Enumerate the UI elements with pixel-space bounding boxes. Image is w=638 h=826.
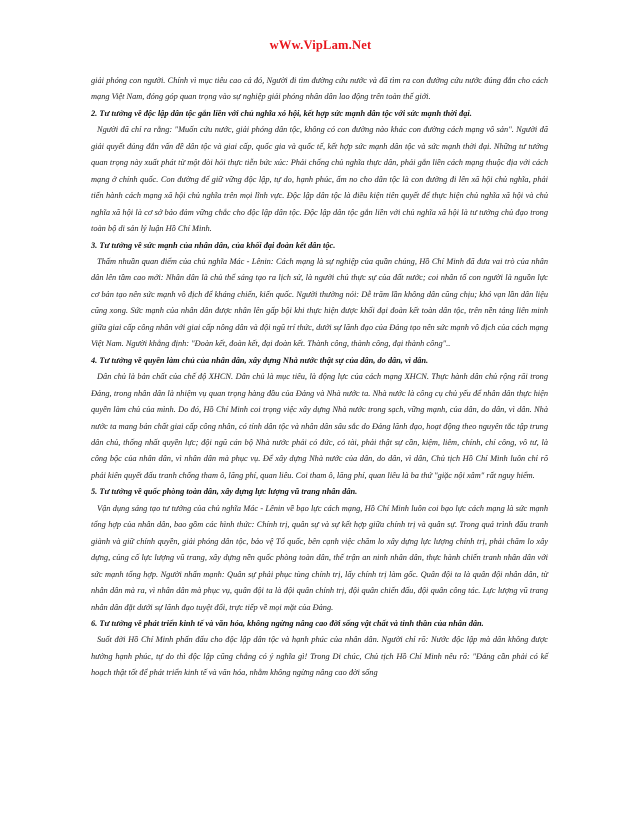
document-body [91,73,548,682]
section-heading: 4. Tư tưởng về quyền làm chủ của nhân dân, xây dựng Nhà nước thật sự của dân, do dân, vì dân. [91,355,429,365]
paragraph: Thấm nhuần quan điểm của chủ nghĩa Mác - Lênin: Cách mạng là sự nghiệp của quần chúng, Hồ Chí Minh đã đưa vai trò của nhân dân lên tầm cao mới: Nhân dân là chủ thể sáng tạo ra lịch sử, là người chủ thực sự của đất nước; coi nhân tố con người là nguồn lực cơ bản tạo nên sức mạnh vô địch để kháng chiến, kiến quốc. Người thường nói: Dễ trăm lần không dân cũng chịu; khó vạn lần dân liệu cũng xong. Sức mạnh của nhân dân được nhân lên gấp bội khi thực hiện được khối đại đoàn kết toàn dân tộc, trên nền tảng liên minh giữa giai cấp công nhân với giai cấp nông dân và đội ngũ trí thức, dưới sự lãnh đạo của Đảng tạo nên sức mạnh vô địch của cách mạng Việt Nam. Người khẳng định: "Đoàn kết, đoàn kết, đại đoàn kết. Thành công, thành công, đại thành công".. [91,256,548,349]
paragraph: Dân chủ là bản chất của chế độ XHCN. Dân chủ là mục tiêu, là động lực của cách mạng XHCN. Thực hành dân chủ rộng rãi trong Đảng, trong nhân dân là nhiệm vụ quan trọng hàng đầu của Đảng và Nhà nước ta. Nhà nước là công cụ chủ yếu để nhân dân thực hiện quyền làm chủ của mình. Do đó, Hồ Chí Minh coi trọng việc xây dựng Nhà nước trong sạch, vững mạnh, của dân, do dân, vì dân. Nhà nước ta mang bản chất giai cấp công nhân, có tính dân tộc và nhân dân sâu sắc do Đảng lãnh đạo, hoạt động theo nguyên tắc tập trung dân chủ, thống nhất quyền lực; đội ngũ cán bộ Nhà nước phải có đức, có tài, phải thật sự cần, kiệm, liêm, chính, chí công, vô tư, là công bộc của nhân dân, vì nhân dân mà phục vụ. Để xây dựng Nhà nước của dân, do dân, vì dân, Chủ tịch Hồ Chí Minh luôn chỉ rõ phải kiên quyết đấu tranh chống tham ô, lãng phí, quan liêu. Coi tham ô, lãng phí, quan liêu là ba thứ "giặc nội xâm" rất nguy hiểm. [91,372,548,480]
section-heading: 5. Tư tưởng về quốc phòng toàn dân, xây dựng lực lượng vũ trang nhân dân. [91,487,358,497]
section-heading: 2. Tư tưởng về độc lập dân tộc gắn liền với chủ nghĩa xó hội, kết hợp sức mạnh dân tộc với sức mạnh thời đại. [91,108,472,118]
paragraph: Suốt đời Hồ Chí Minh phấn đấu cho độc lập dân tộc và hạnh phúc của nhân dân. Người chỉ rõ: Nước độc lập mà dân không được hưởng hạnh phúc, tự do thì độc lập cũng chẳng có ý nghĩa gì! Trong Di chúc, Chủ tịch Hồ Chí Minh nêu rõ: "Đảng cần phải có kế hoạch thật tốt để phát triển kinh tế và văn hóa, nhằm không ngừng nâng cao đời sống [91,635,548,678]
site-title[interactable]: wWw.VipLam.Net [269,38,372,52]
paragraph: Vận dụng sáng tạo tư tưởng của chủ nghĩa Mác - Lênin về bạo lực cách mạng, Hồ Chí Minh luôn coi bạo lực cách mạng là sức mạnh tổng hợp của nhân dân, bao gồm các hình thức: Chính trị, quân sự và sự kết hợp giữa chính trị và quân sự. Trong quá trình đấu tranh giành và giữ chính quyền, giải phóng dân tộc, bảo vệ Tổ quốc, bên cạnh việc chăm lo xây dựng lực lượng chính trị, phải chăm lo xây dựng, củng cố lực lượng vũ trang, xây dựng nền quốc phòng toàn dân, thế trận an ninh nhân dân, thực hành chiến tranh nhân dân với sức mạnh tổng hợp. Người nhấn mạnh: Quân sự phải phục tùng chính trị, lấy chính trị làm gốc. Quân đội ta là quân đội nhân dân, từ nhân dân mà ra, vì nhân dân mà phục vụ, quân đội ta là đội quân chính trị, đội quân chiến đấu, đội quân công tác. Lực lượng vũ trang nhân dân đặt dưới sự lãnh đạo tuyệt đối, trực tiếp về mọi mặt của Đảng. [91,503,548,612]
paragraph: giải phóng con người. Chính vì mục tiêu cao cả đó, Người đi tìm đường cứu nước và đã tìm ra con đường cứu nước đúng đắn cho cách mạng Việt Nam, đóng góp quan trọng vào sự nghiệp giải phóng nhân dân lao động trên toàn thế giới. [91,76,548,102]
section-heading: 6. Tư tưởng về phát triển kinh tế và văn hóa, không ngừng nâng cao đời sống vật chất và tinh thần của nhân dân. [91,618,484,628]
paragraph: Người đã chỉ ra rằng: "Muốn cứu nước, giải phóng dân tộc, không có con đường nào khác con đường cách mạng vô sản". Người đã giải quyết đúng đắn vấn đề dân tộc và giai cấp, quốc gia và quốc tế, kết hợp sức mạnh dân tộc và sức mạnh thời đại. Những tư tưởng quan trọng này xuất phát từ một đòi hỏi thực tiễn bức xúc: Phải chống chủ nghĩa thực dân, phải gắn liền cách mạng thuộc địa với cách mạng ở chính quốc. Con đường để giữ vững độc lập, tự do, hạnh phúc, ấm no cho dân tộc là con đường đi lên xã hội chủ nghĩa, phải tiến hành cách mạng xã hội chủ nghĩa trên mọi lĩnh vực. Độc lập dân tộc là điều kiện tiên quyết để thực hiện chủ nghĩa xã hội và chủ nghĩa xã hội là cơ sở bảo đảm vững chắc cho độc lập dân tộc. Độc lập dân tộc gắn liền với chủ nghĩa xã hội là tư tưởng chủ đạo trong toàn bộ di sản lý luận Hồ Chí Minh. [91,125,548,234]
section-heading: 3. Tư tưởng về sức mạnh của nhân dân, của khối đại đoàn kết dân tộc. [91,240,336,250]
